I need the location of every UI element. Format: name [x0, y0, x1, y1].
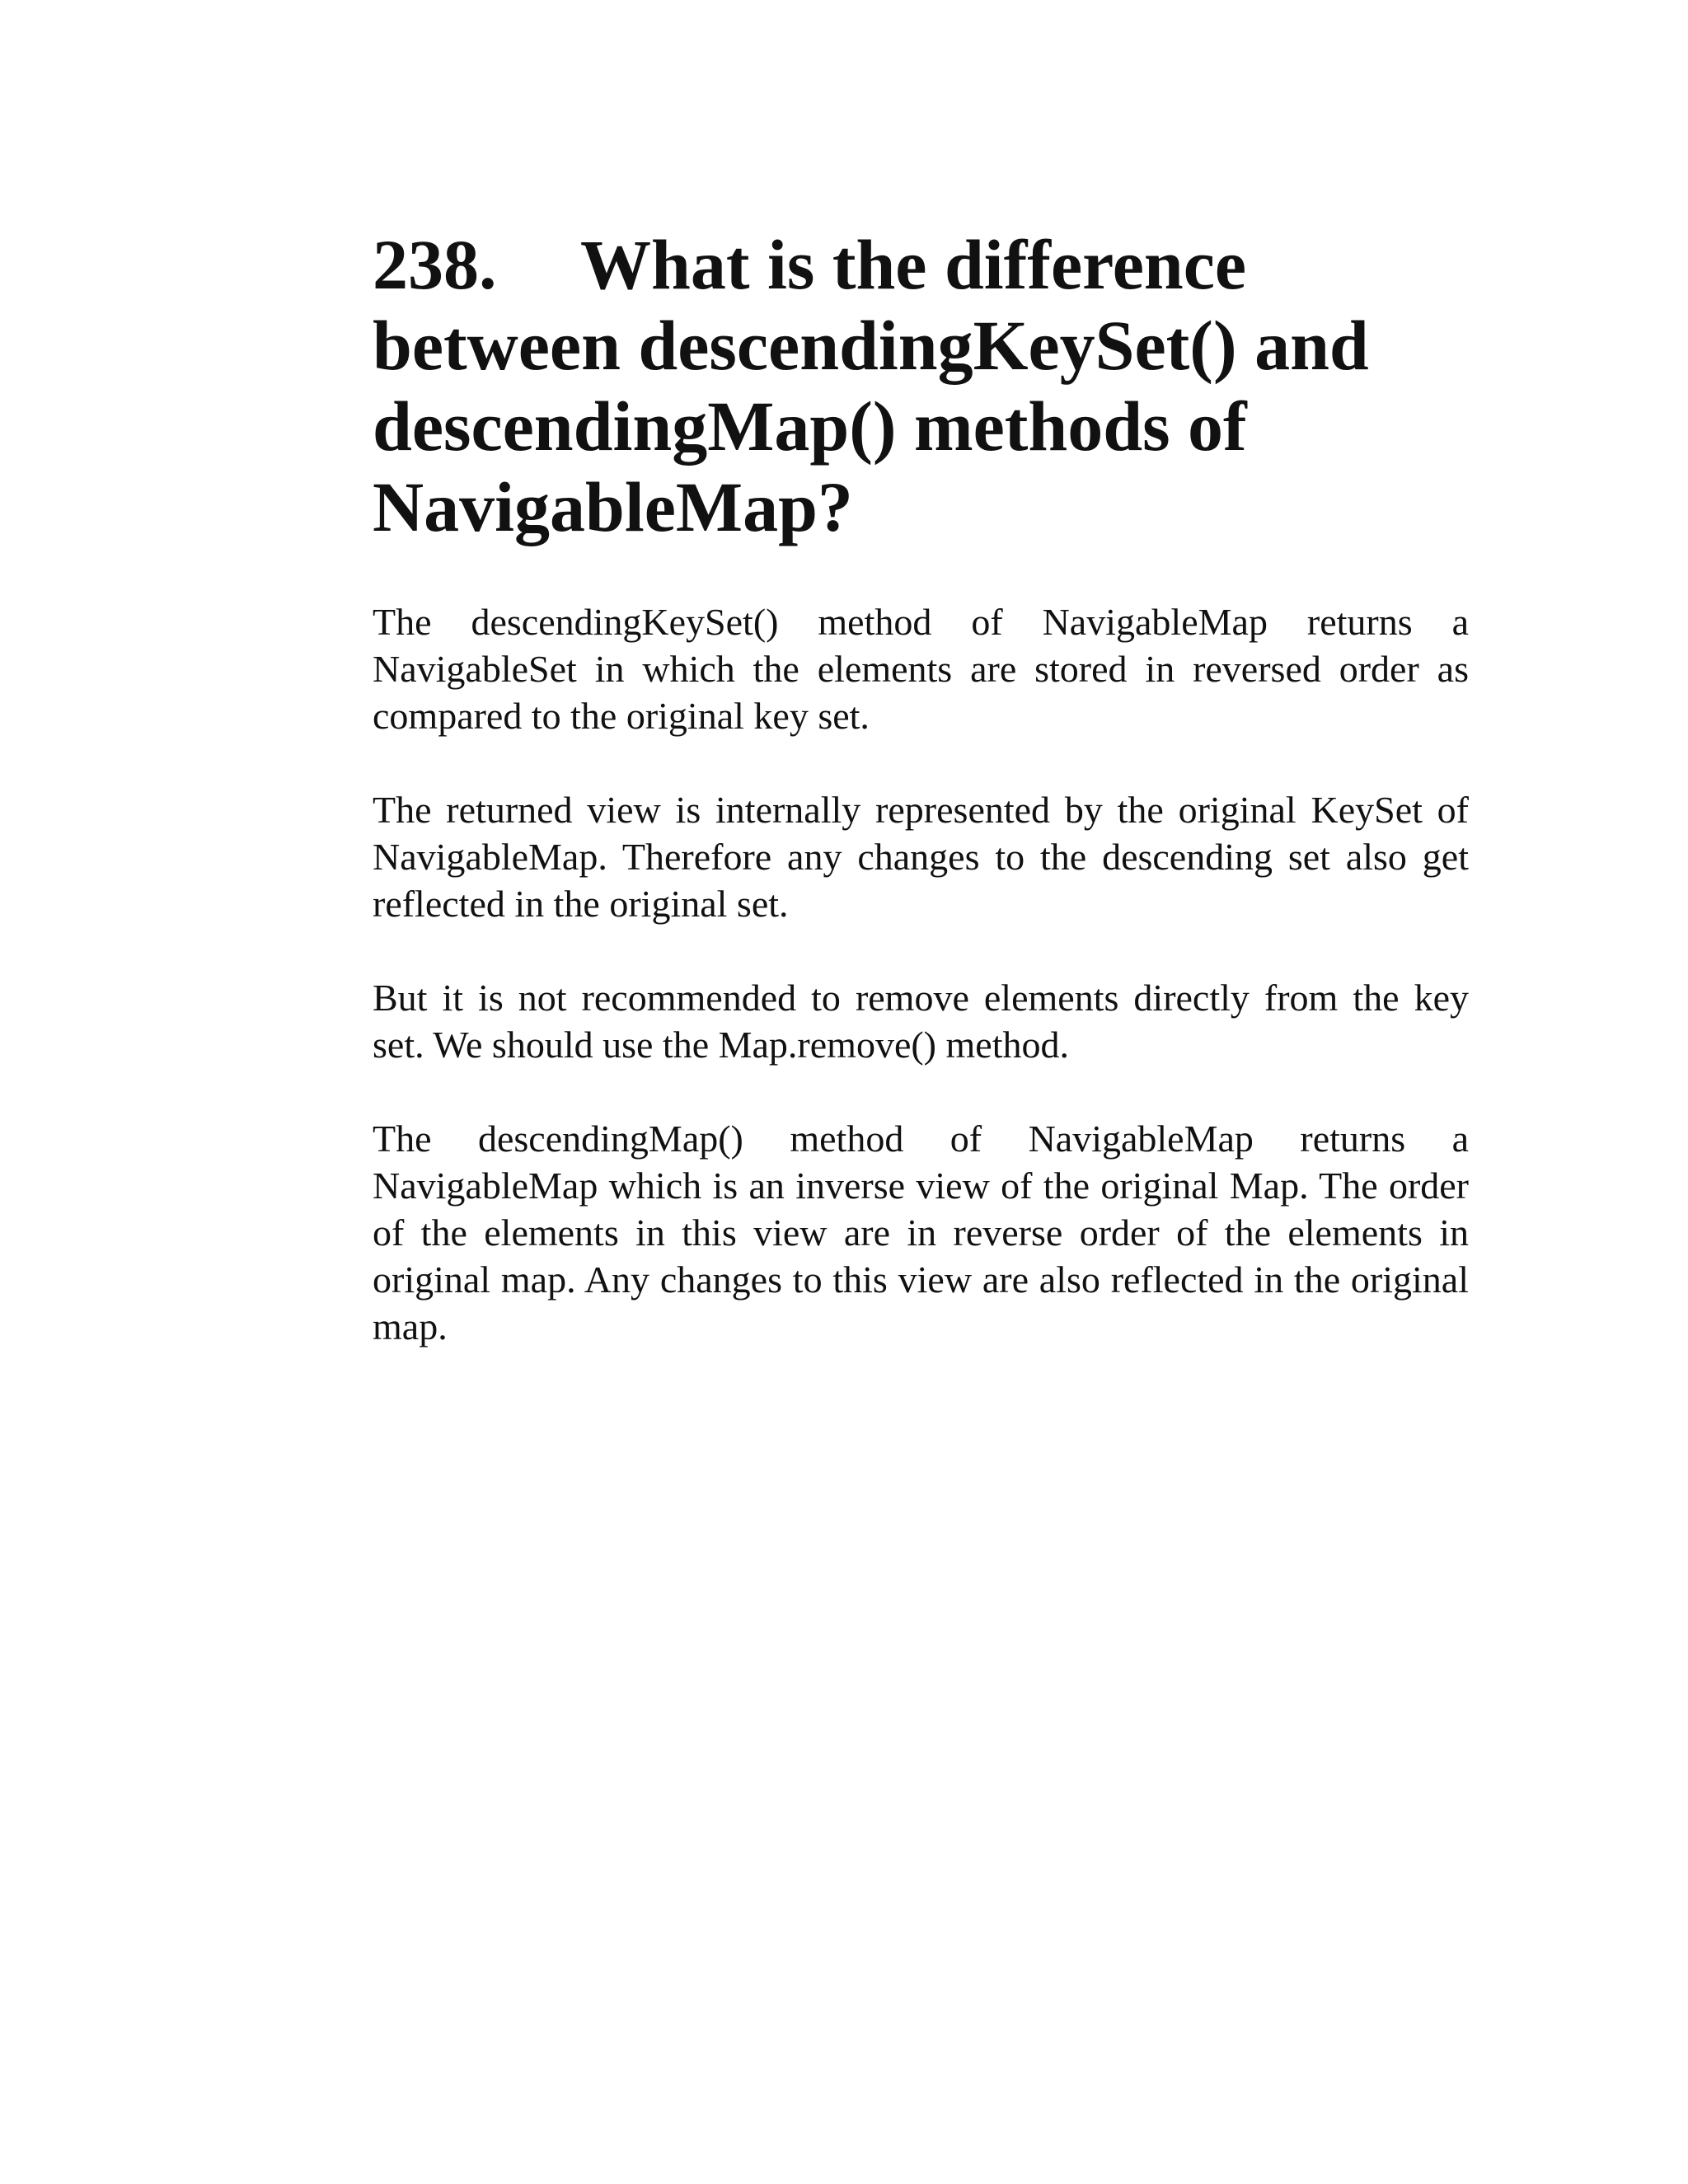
page-content: [373, 224, 1469, 1397]
question-heading: [373, 224, 1469, 547]
question-title: What is the difference between descendingKeySet() and descendingMap() methods of NavigableMap?: [373, 225, 1369, 546]
answer-paragraph-3: But it is not recommended to remove elements directly from the key set. We should use the Map.remove() method.: [373, 977, 1469, 1066]
answer-paragraph-2: The returned view is internally represented by the original KeySet of NavigableMap. Therefore any changes to the descending set also get reflected in the original set.: [373, 789, 1469, 925]
answer-paragraph-1: The descendingKeySet() method of NavigableMap returns a NavigableSet in which the elements are stored in reversed order as compared to the original key set.: [373, 601, 1469, 737]
question-number: 238.: [373, 225, 497, 304]
answer-paragraph-4: The descendingMap() method of NavigableMap returns a NavigableMap which is an inverse view of the original Map. The order of the elements in this view are in reverse order of the elements in original map. Any changes to this view are also reflected in the original map.: [373, 1118, 1469, 1347]
